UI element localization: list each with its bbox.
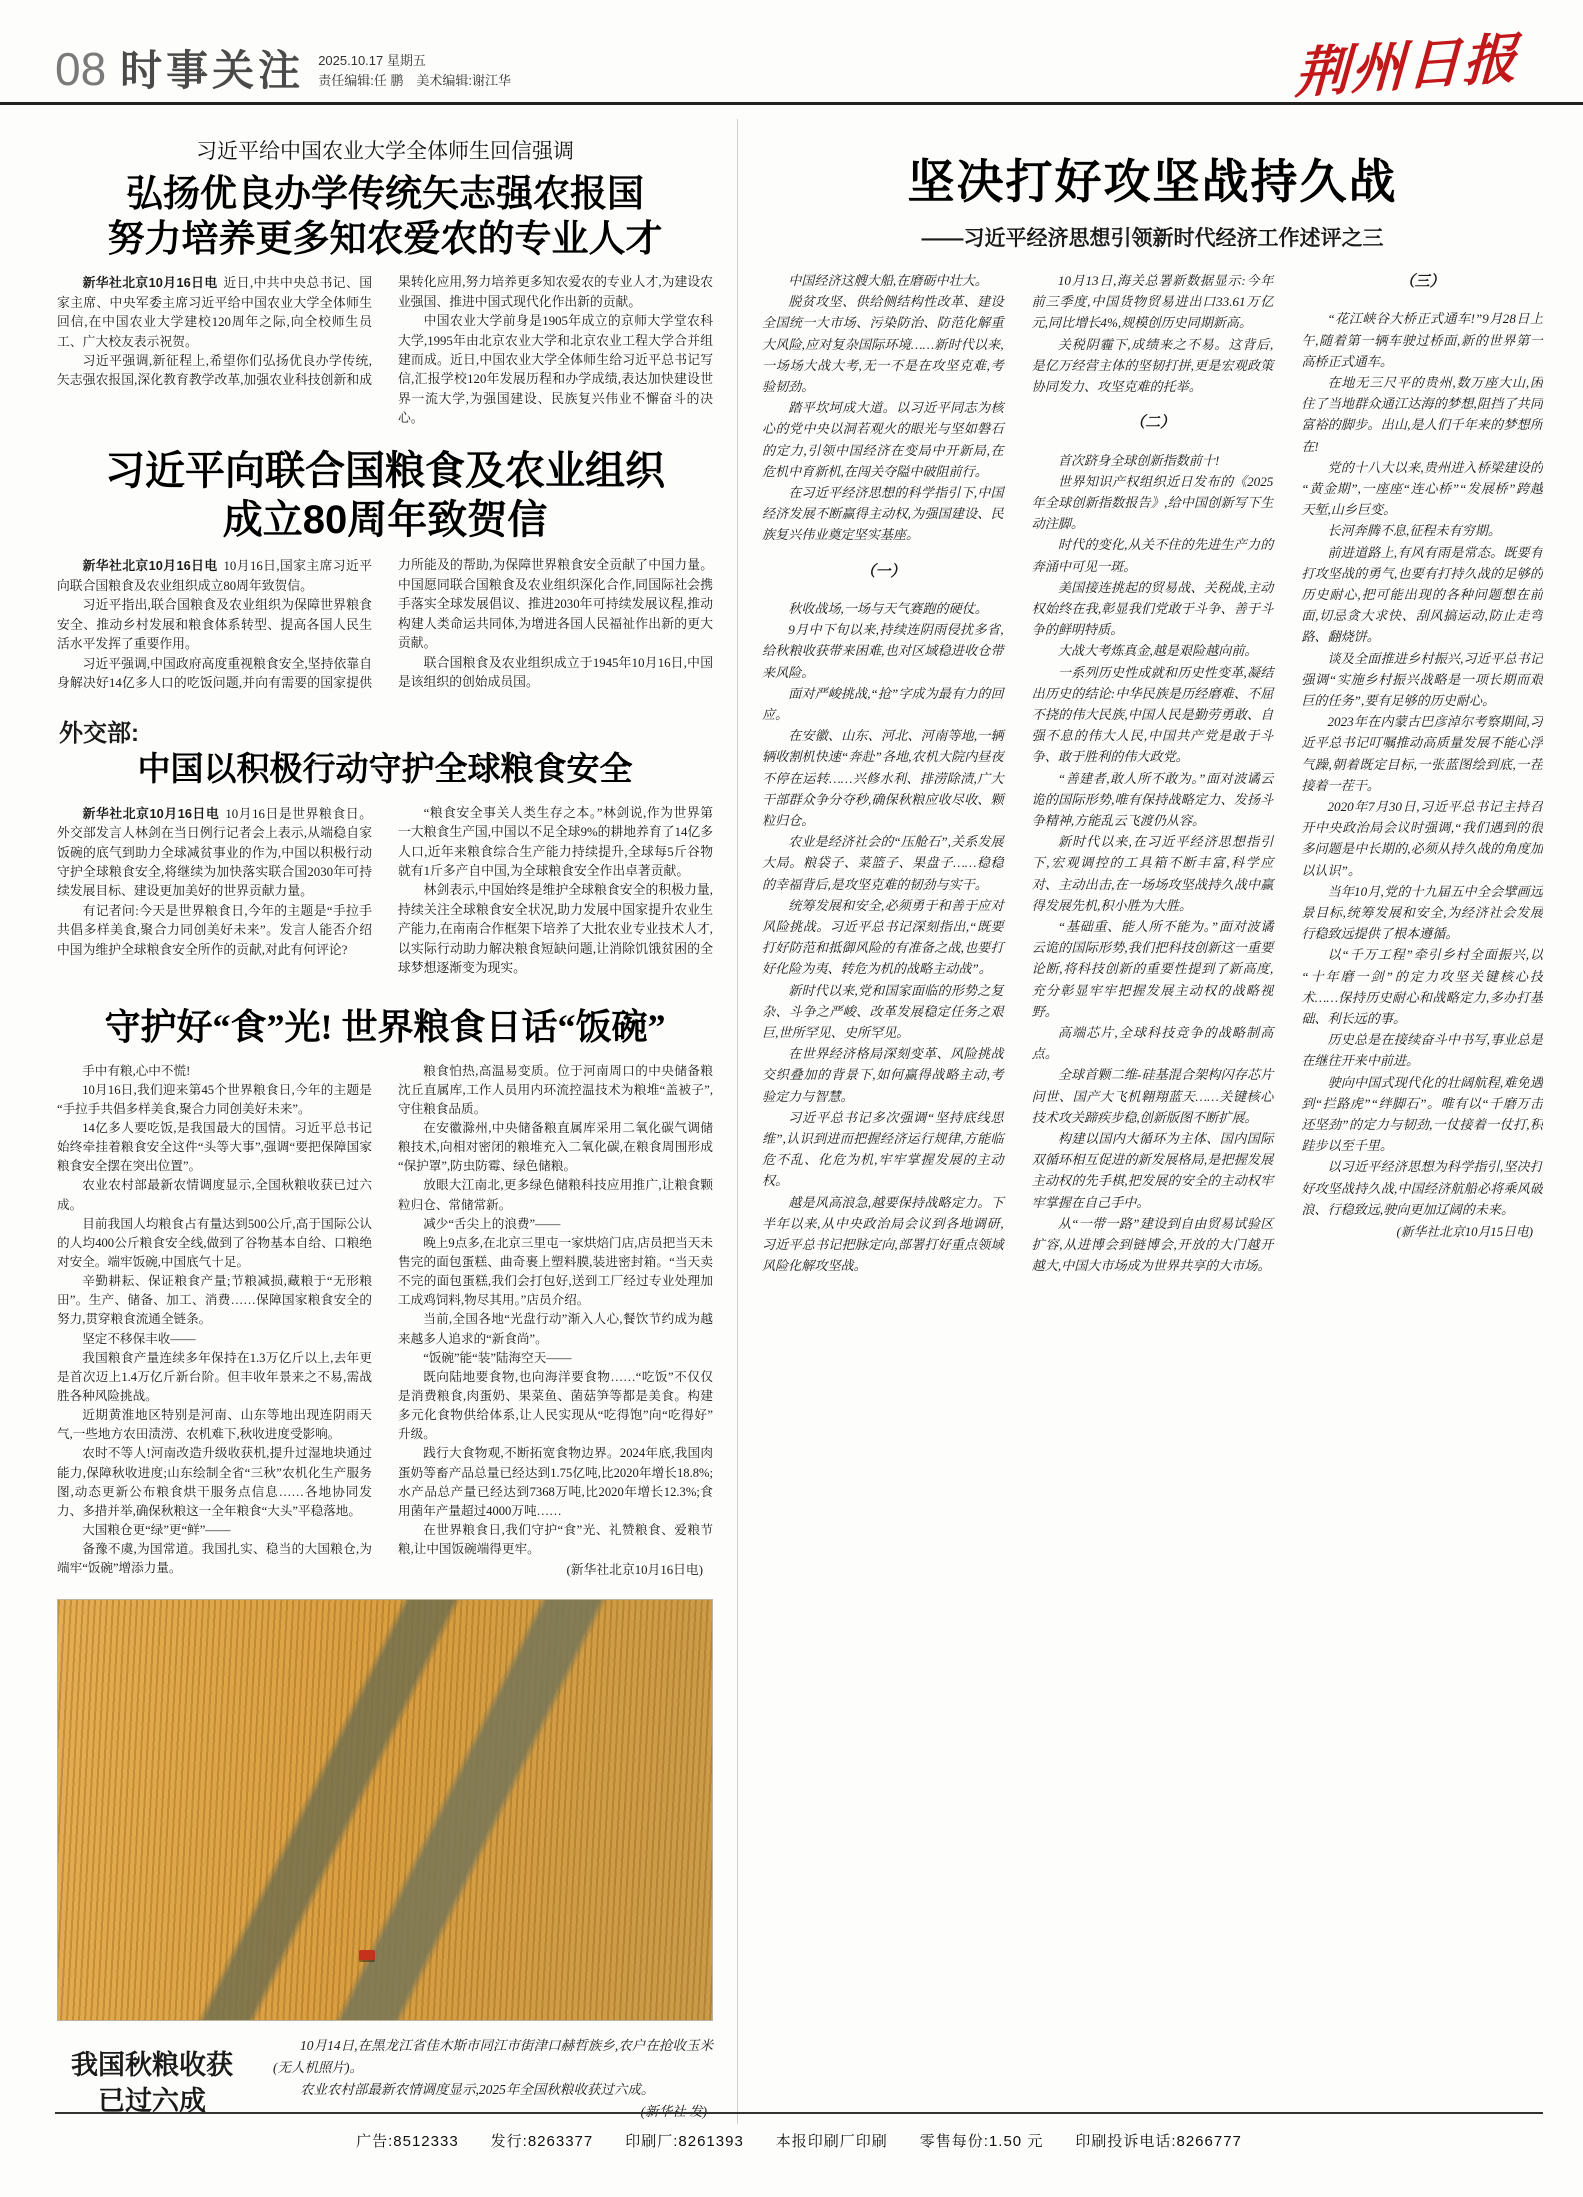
editors-line: 责任编辑:任 鹏 美术编辑:谢江华: [318, 72, 512, 88]
paragraph: 高端芯片,全球科技竞争的战略制高点。: [1031, 1025, 1274, 1062]
paragraph: 习近平总书记多次强调“坚持底线思维”,认识到进而把握经济运行规律,方能临危不乱、化危为机,牢牢掌握发展的主动权。: [762, 1109, 1004, 1189]
paragraph: 面对严峻挑战,“抢”字成为最有力的回应。: [762, 685, 1004, 722]
paragraph: 目前我国人均粮食占有量达到500公斤,高于国际公认的人均400公斤粮食安全线,做到了谷物基本自给、口粮绝对安全。端牢饭碗,中国底气十足。: [57, 1216, 372, 1269]
photo-caption-text: [273, 2035, 713, 2124]
page-footer: [55, 2112, 1543, 2151]
article-fao-letter: [55, 447, 715, 694]
paragraph: 构建以国内大循环为主体、国内国际双循环相互促进的新发展格局,是把握发展主动权的先手棋,把发展的安全的主动权牢牢掌握在自己手中。: [1031, 1131, 1274, 1210]
left-column: [55, 119, 737, 2124]
harvest-field-photo: [57, 1599, 713, 2021]
paragraph: 一系列历史性成就和历史性变革,凝结出历史的结论:中华民族是历经磨难、不屈不挠的伟大民族,中国人民是勤劳勇敢、自强不息的伟大人民,中国共产党是敢于斗争、敢于胜利的伟大政党。: [1031, 664, 1274, 765]
paragraph: 近期黄淮地区特别是河南、山东等地出现连阴雨天气,一些地方农田渍涝、农机难下,秋收进度受影响。: [57, 1408, 372, 1442]
paragraph: 林剑表示,中国始终是维护全球粮食安全的积极力量,持续关注全球粮食安全状况,助力发展中国家提升农业生产能力,在南南合作框架下培养了大批农业专业技术人才,以实际行动助力解决粮食短缺问题,让消除饥饿贫困的全球梦想逐渐变为现实。: [398, 883, 713, 976]
paragraph: 前进道路上,有风有雨是常态。既要有打攻坚战的勇气,也要有打持久战的足够的历史耐心,把可能出现的各种问题想在前面,切忌贪大求快、刮风搞运动,防止走弯路、翻烧饼。: [1301, 544, 1543, 645]
paragraph: （二）: [1129, 415, 1175, 432]
lead-text: 10月16日是世界粮食日。外交部发言人林剑在当日例行记者会上表示,从端稳自家饭碗的底气到助力全球减贫事业的作为,中国以积极行动守护全球粮食安全,将继续为加快落实联合国2030年可持续发展目标、建设更加美好的世界贡献力量。: [57, 806, 373, 899]
article-mfa: [55, 713, 715, 978]
paragraph: 减少“舌尖上的浪费”——: [423, 1216, 561, 1231]
issue-date: 2025.10.17 星期五: [318, 53, 426, 68]
paragraph: 时代的变化,从关不住的先进生产力的奔涌中可见一斑。: [1031, 537, 1274, 574]
paragraph: 农时不等人!河南改造升级收获机,提升过湿地块通过能力,保障秋收进度;山东绘制全省“三秋”农机化生产服务图,动态更新公布粮食烘干服务点信息……各地协同发力、多措并举,确保秋粮这一全年粮食“大头”平稳落地。: [57, 1446, 372, 1518]
paragraph: 历史总是在接续奋斗中书写,事业总是在继往开来中前进。: [1301, 1032, 1543, 1069]
caption-title-line: 我国秋粮收获: [71, 2049, 233, 2080]
paragraph: 踏平坎坷成大道。以习近平同志为核心的党中央以洞若观火的眼光与坚如磐石的定力,引领中国经济在变局中开新局,在危机中育新机,在闯关夺隘中破阻前行。: [762, 400, 1004, 479]
paragraph: 晚上9点多,在北京三里屯一家烘焙门店,店员把当天未售完的面包蛋糕、曲奇裹上塑料膜,装进密封箱。“当天卖不完的面包蛋糕,我们会打包好,送到工厂经过专业处理加工成鸡饲料,物尽其用。”店员介绍。: [398, 1235, 713, 1308]
paragraph: 农业农村部最新农情调度显示,全国秋粮收获已过六成。: [57, 1178, 372, 1212]
photo-caption-title: [57, 2035, 247, 2124]
paragraph: 新时代以来,党和国家面临的形势之复杂、斗争之严峻、改革发展稳定任务之艰巨,世所罕见、史所罕见。: [762, 982, 1004, 1040]
newspaper-masthead: 荆州日报: [1294, 25, 1520, 106]
paragraph: 联合国粮食及农业组织成立于1945年10月16日,中国是该组织的创始成员国。: [398, 655, 713, 689]
paragraph: 当年10月,党的十九届五中全会擘画远景目标,统筹发展和安全,为经济社会发展行稳致远提供了根本遵循。: [1301, 883, 1543, 942]
paragraph: 习近平强调,中国政府高度重视粮食安全,坚持依靠自身解决好14亿多人口的吃饭问题,并向有需要的国家提供力所能及的帮助,为保障世界粮食安全贡献了中国力量。中国愿同联合国粮食及农业组织深化合作,同国际社会携手落实全球发展倡议、推进2030年可持续发展议程,推动构建人类命运共同体,为增进各国人民福祉作出新的更大贡献。: [57, 558, 713, 690]
article-huixin: [55, 135, 715, 429]
dateline: 新华社北京10月16日电: [82, 558, 218, 574]
paragraph: 习近平强调,新征程上,希望你们弘扬优良办学传统,矢志强农报国,深化教育教学改革,加强农业科技创新和成果转化应用,努力培养更多知农爱农的专业人才,为建设农业强国、推进中国式现代化作出新的贡献。: [57, 275, 713, 388]
footer-info-line: 广告:8512333 发行:8263377 印刷厂:8261393 本报印刷厂印刷 零售每份:1.50 元 印刷投诉电话:8266777: [356, 2133, 1242, 2150]
article-mfa-kicker: 外交部:: [59, 720, 139, 748]
paragraph-list: [273, 2035, 713, 2102]
paragraph: 中国农业大学前身是1905年成立的京师大学堂农科大学,1995年由北京农业大学和北京农业工程大学合并组建而成。近日,中国农业大学全体师生给习近平总书记写信,汇报学校120年发展历程和办学成绩,表达加快建设世界一流大学,为强国建设、民族复兴伟业不懈奋斗的决心。: [398, 314, 713, 426]
paragraph: 关税阴霾下,成绩来之不易。这背后,是亿万经营主体的坚韧打拼,更是宏观政策协同发力、攻坚克难的托举。: [1031, 336, 1274, 395]
article-fao-body: [57, 556, 713, 693]
title-line: 弘扬优良办学传统矢志强农报国: [126, 173, 644, 214]
paragraph: 在安徽、山东、河北、河南等地,一辆辆收割机快速“奔赴”各地,农机大院内昼夜不停在运转……兴修水利、排涝除渍,广大干部群众争分夺秒,确保秋粮应收尽收、颗粒归仓。: [762, 728, 1004, 828]
paragraph: 2020年7月30日,习近平总书记主持召开中央政治局会议时强调,“我们遇到的很多问题是中长期的,必须从持久战的角度加以认识”。: [1301, 798, 1543, 878]
paragraph-list: [57, 1062, 713, 1581]
page-number: 08: [55, 43, 107, 95]
paragraph: 我国粮食产量连续多年保持在1.3万亿斤以上,去年更是首次迈上1.4万亿斤新台阶。但丰收年景来之不易,需战胜各种风险挑战。: [57, 1350, 372, 1403]
paragraph: 在世界粮食日,我们守护“食”光、礼赞粮食、爱粮节粮,让中国饭碗端得更牢。: [398, 1522, 713, 1557]
title-line: 努力培养更多知农爱农的专业人才: [107, 218, 663, 260]
main-content: [0, 105, 1583, 2124]
article-food-day: [55, 1005, 715, 1581]
paragraph: 农业是经济社会的“压舱石”,关系发展大局。粮袋子、菜篮子、果盘子……稳稳的幸福背后,是攻坚克难的韧劲与实干。: [762, 834, 1004, 892]
paragraph: 世界知识产权组织近日发布的《2025年全球创新指数报告》,给中国创新写下生动注脚。: [1031, 473, 1274, 532]
article-mfa-body: [57, 804, 713, 979]
paragraph: 在习近平经济思想的科学指引下,中国经济发展不断赢得主动权,为强国建设、民族复兴伟业奠定坚实基座。: [762, 485, 1004, 543]
paragraph: 10月14日,在黑龙江省佳木斯市同江市街津口赫哲族乡,农户在抢收玉米(无人机照片)。: [273, 2037, 713, 2075]
article-food-day-title: 守护好“食”光! 世界粮食日话“饭碗”: [104, 1006, 666, 1047]
paragraph: 当前,全国各地“光盘行动”渐入人心,餐饮节约成为越来越多人追求的“新食尚”。: [398, 1312, 713, 1346]
paragraph: 14亿多人要吃饭,是我国最大的国情。习近平总书记始终牵挂着粮食安全这件“头等大事”,强调“要把保障国家粮食安全摆在突出位置”。: [57, 1121, 372, 1174]
paragraph: 大国粮仓更“绿”更“鲜”——: [82, 1522, 231, 1537]
paragraph: 坚定不移保丰收——: [82, 1331, 196, 1346]
page-header: [0, 0, 1583, 105]
paragraph: “花江峡谷大桥正式通车!”9月28日上午,随着第一辆车驶过桥面,新的世界第一高桥正式通车。: [1301, 311, 1543, 369]
paragraph: 大战大考炼真金,越是艰险越向前。: [1057, 643, 1258, 659]
article-food-day-body: [57, 1062, 713, 1581]
paragraph: 粮食怕热,高温易变质。位于河南周口的中央储备粮沈丘直属库,工作人员用内环流控温技术为粮堆“盖被子”,守住粮食品质。: [398, 1063, 713, 1116]
main-commentary-subtitle: ——习近平经济思想引领新时代经济工作述评之三: [921, 227, 1384, 250]
main-commentary-credit: (新华社北京10月15日电): [1396, 1225, 1533, 1240]
header-left: [55, 43, 512, 95]
paragraph: 有记者问:今天是世界粮食日,今年的主题是“手拉手共倡多样美食,聚合力同创美好未来”。发言人能否介绍中国为维护全球粮食安全所作的贡献,对此有何评论?: [57, 903, 372, 957]
paragraph: 10月16日,我们迎来第45个世界粮食日,今年的主题是“手拉手共倡多样美食,聚合力同创美好未来”。: [57, 1082, 372, 1116]
paragraph: 9月中下旬以来,持续连阴雨侵扰多省,给秋粮收获带来困难,也对区域稳进收仓带来风险。: [762, 622, 1004, 680]
paragraph: 美国接连挑起的贸易战、关税战,主动权始终在我,彰显我们党敢于斗争、善于斗争的鲜明特质。: [1031, 579, 1274, 638]
paragraph: （三）: [1399, 274, 1445, 290]
paragraph: 在安徽滁州,中央储备粮直属库采用二氧化碳气调储粮技术,向相对密闭的粮堆充入二氧化碳,在粮食周围形成“保护罩”,防虫防霉、绿色储粮。: [398, 1121, 713, 1174]
paragraph: [57, 556, 372, 596]
section-title: 时事关注: [120, 47, 305, 94]
paragraph: 全球首颗二维-硅基混合架构闪存芯片问世、国产大飞机翱翔蓝天……关键核心技术攻关蹄疾步稳,创新版图不断扩展。: [1031, 1067, 1274, 1125]
paragraph: 驶向中国式现代化的壮阔航程,难免遇到“拦路虎”“绊脚石”。唯有以“千磨万击还坚劲”的定力与韧劲,一仗接着一仗打,积跬步以至千里。: [1301, 1074, 1543, 1154]
lead-text: 近日,中共中央总书记、国家主席、中央军委主席习近平给中国农业大学全体师生回信,在中国农业大学建校120周年之际,向全校师生员工、广大校友表示祝贺。: [57, 276, 372, 349]
paragraph: 以习近平经济思想为科学指引,坚决打好攻坚战持久战,中国经济航船必将乘风破浪、行稳致远,驶向更加辽阔的未来。: [1301, 1159, 1543, 1217]
paragraph: 越是风高浪急,越要保持战略定力。下半年以来,从中央政治局会议到各地调研,习近平总书记把脉定向,部署打好重点领域风险化解攻坚战。: [762, 1194, 1004, 1274]
header-meta: [318, 51, 511, 92]
paragraph: 放眼大江南北,更多绿色储粮科技应用推广,让粮食颗粒归仓、常储常新。: [398, 1178, 713, 1212]
main-commentary-body: [762, 270, 1543, 2076]
paragraph: 备豫不虞,为国常道。我国扎实、稳当的大国粮仓,为端牢“饭碗”增添力量。: [57, 1542, 372, 1576]
paragraph: 习近平指出,联合国粮食及农业组织为保障世界粮食安全、推动乡村发展和粮食体系转型、提高各国人民生活水平发挥了重要作用。: [57, 598, 372, 652]
paragraph: 辛勤耕耘、保证粮食产量;节粮减损,藏粮于“无形粮田”。生产、储备、加工、消费……保障国家粮食安全的努力,贯穿粮食流通全链条。: [57, 1274, 372, 1327]
paragraph: 2023年在内蒙古巴彦淖尔考察期间,习近平总书记叮嘱推动高质量发展不能心浮气躁,朝着既定目标,一张蓝图绘到底,一茬接着一茬干。: [1301, 714, 1543, 793]
paragraph: 党的十八大以来,贵州进入桥梁建设的“黄金期”,一座座“连心桥”“发展桥”跨越天堑,山乡巨变。: [1301, 459, 1543, 518]
paragraph: 首次跻身全球创新指数前十!: [1057, 452, 1220, 468]
main-commentary-title: 坚决打好攻坚战持久战: [907, 157, 1398, 209]
paragraph: 新时代以来,在习近平经济思想指引下,宏观调控的工具箱不断丰富,科学应对、主动出击,在一场场攻坚战持久战中赢得发展先机,积小胜为大胜。: [1031, 834, 1274, 913]
paragraph: （一）: [860, 563, 906, 580]
paragraph: 从“一带一路”建设到自由贸易试验区扩容,从进博会到链博会,开放的大门越开越大,中国大市场成为世界共享的大市场。: [1031, 1215, 1274, 1274]
paragraph: 以“千万工程”牵引乡村全面振兴,以“十年磨一剑”的定力攻坚关键核心技术……保持历史耐心和战略定力,多办打基础、利长远的事。: [1301, 947, 1543, 1026]
paragraph: 10月13日,海关总署新数据显示:今年前三季度,中国货物贸易进出口33.61万亿元,同比增长4%,规模创历史同期新高。: [1031, 273, 1274, 331]
article-huixin-body: [57, 273, 713, 429]
paragraph-list: [762, 270, 1543, 1276]
paragraph: [57, 804, 372, 902]
article-huixin-kicker: 习近平给中国农业大学全体师生回信强调: [196, 140, 574, 163]
right-column: [737, 119, 1543, 2124]
article-fao-title: [55, 447, 715, 545]
photo-credit: (新华社 发): [640, 2104, 707, 2120]
paragraph: 既向陆地要食物,也向海洋要食物……“吃饭”不仅仅是消费粮食,肉蛋奶、果菜鱼、菌菇笋等都是美食。构建多元化食物供给体系,让人民实现从“吃得饱”向“吃得好”升级。: [398, 1369, 713, 1442]
paragraph: “饭碗”能“装”陆海空天——: [423, 1350, 572, 1365]
article-huixin-title: [55, 171, 715, 261]
paragraph: 农业农村部最新农情调度显示,2025年全国秋粮收获过六成。: [300, 2082, 655, 2098]
caption-title-line: 已过六成: [98, 2086, 206, 2117]
paragraph: 统筹发展和安全,必须勇于和善于应对风险挑战。习近平总书记深刻指出,“既要打好防范和抵御风险的有准备之战,也要打好化险为夷、转危为机的战略主动战”。: [762, 897, 1004, 977]
harvester-machine: [359, 1950, 375, 1960]
paragraph: “基础重、能人所不能为。”面对波谲云诡的国际形势,我们把科技创新这一重要论断,将科技创新的重要性提到了新高度,充分彰显牢牢把握发展主动权的战略视野。: [1031, 918, 1274, 1019]
paragraph: 中国经济这艘大船,在磨砺中壮大。: [788, 273, 988, 288]
paragraph: 在地无三尺平的贵州,数万座大山,困住了当地群众通江达海的梦想,阻挡了共同富裕的脚步。出山,是人们千年来的梦想所在!: [1301, 374, 1543, 454]
dateline: 新华社北京10月16日电: [82, 805, 220, 821]
paragraph: 在世界经济格局深刻变革、风险挑战交织叠加的背景下,如何赢得战略主动,考验定力与智慧。: [762, 1046, 1004, 1104]
title-line: 成立80周年致贺信: [222, 497, 548, 542]
paragraph: “善建者,敢人所不敢为。”面对波谲云诡的国际形势,唯有保持战略定力、发扬斗争精神,方能乱云飞渡仍从容。: [1031, 770, 1274, 828]
dateline: 新华社北京10月16日电: [82, 275, 218, 291]
paragraph: 践行大食物观,不断拓宽食物边界。2024年底,我国肉蛋奶等畜产品总量已经达到1.75亿吨,比2020年增长18.8%;水产品总产量已经达到7368万吨,比2020年增长12.3%;食用菌年产量超过4000万吨……: [398, 1446, 713, 1518]
paragraph: 长河奔腾不息,征程未有穷期。: [1327, 523, 1501, 539]
paragraph: 秋收战场,一场与天气赛跑的硬仗。: [788, 600, 988, 616]
photo-caption: [57, 2035, 713, 2124]
article-mfa-title: 中国以积极行动守护全球粮食安全: [137, 752, 633, 789]
paragraph: “粮食安全事关人类生存之本。”林剑说,作为世界第一大粮食生产国,中国以不足全球9%的耕地养育了14亿多人口,近年来粮食综合生产能力持续提升,全球每5斤谷物就有1斤多产自中国,为全球粮食安全作出卓著贡献。: [398, 805, 713, 878]
title-line: 习近平向联合国粮食及农业组织: [105, 448, 665, 493]
article-food-day-credit: (新华社北京10月16日电): [566, 1563, 703, 1578]
paragraph: 脱贫攻坚、供给侧结构性改革、建设全国统一大市场、污染防治、防范化解重大风险,应对复杂国际环境……新时代以来,一场场大战大考,无一不是在攻坚克难,考验韧劲。: [762, 294, 1004, 395]
paragraph: 谈及全面推进乡村振兴,习近平总书记强调“实施乡村振兴战略是一项长期而艰巨的任务”,要有足够的历史耐心。: [1301, 650, 1543, 708]
lead-text: 10月16日,国家主席习近平向联合国粮食及农业组织成立80周年致贺信。: [57, 559, 372, 593]
paragraph: 手中有粮,心中不慌!: [82, 1063, 191, 1078]
paragraph: [57, 273, 372, 352]
